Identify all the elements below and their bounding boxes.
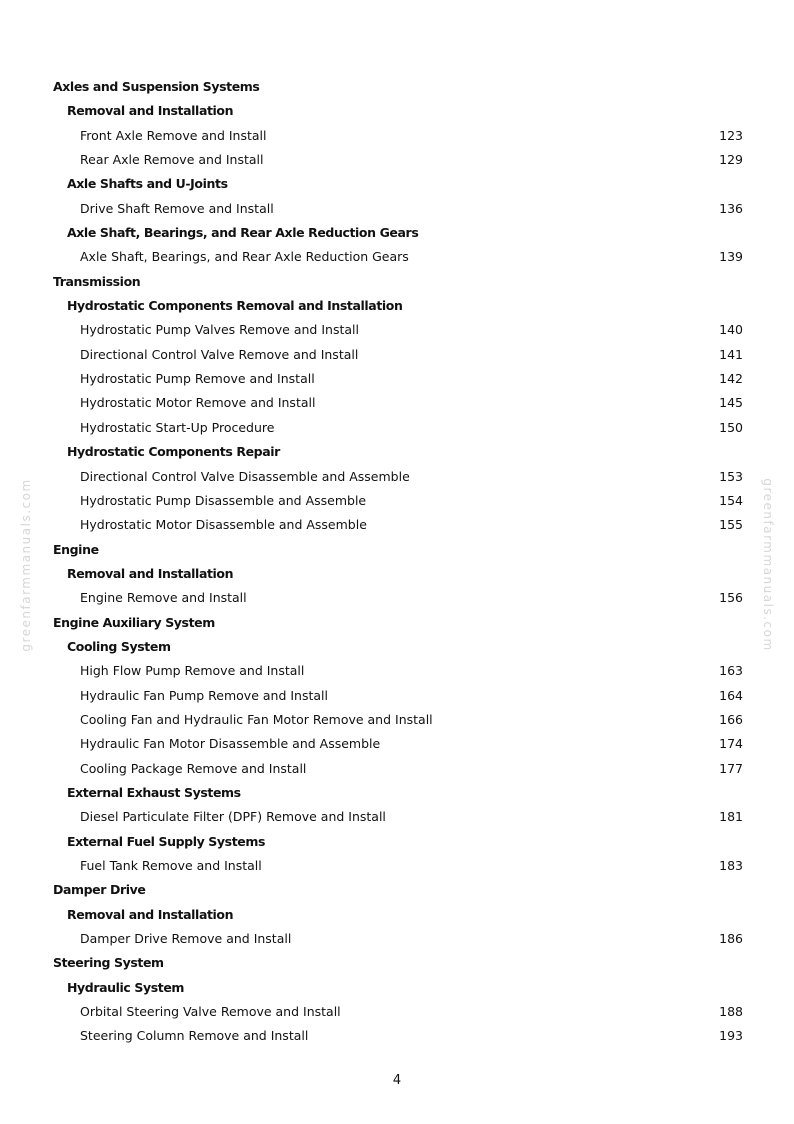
toc-entry[interactable] [53, 659, 743, 683]
toc-subsection-heading [53, 635, 743, 659]
toc-entry-title: Cooling Package Remove and Install [80, 760, 307, 776]
toc-entry[interactable] [53, 489, 743, 513]
toc-section-heading [53, 951, 743, 975]
table-of-contents [53, 75, 743, 1049]
toc-entry-title: Hydrostatic Pump Remove and Install [80, 371, 315, 387]
toc-entry-title: Removal and Installation [67, 906, 234, 922]
toc-page-number: 186 [719, 931, 743, 947]
toc-page-number: 123 [719, 127, 743, 143]
toc-entry-title: External Exhaust Systems [67, 784, 241, 800]
watermark-right: greenfarmmanuals.com [761, 478, 775, 652]
toc-entry-title: Rear Axle Remove and Install [80, 152, 264, 168]
toc-page-number: 163 [719, 663, 743, 679]
toc-entry[interactable] [53, 513, 743, 537]
toc-entry-title: Axle Shaft, Bearings, and Rear Axle Reduction Gears [80, 249, 409, 265]
toc-subsection-heading [53, 562, 743, 586]
toc-section-heading [53, 878, 743, 902]
toc-entry[interactable] [53, 805, 743, 829]
toc-entry-title: Engine Remove and Install [80, 590, 247, 606]
toc-entry[interactable] [53, 1000, 743, 1024]
toc-entry-title: Hydraulic Fan Pump Remove and Install [80, 687, 328, 703]
toc-entry-title: High Flow Pump Remove and Install [80, 663, 305, 679]
toc-entry-title: Hydrostatic Start-Up Procedure [80, 419, 275, 435]
toc-entry-title: Diesel Particulate Filter (DPF) Remove and Install [80, 809, 386, 825]
toc-entry-title: Directional Control Valve Remove and Install [80, 346, 359, 362]
toc-entry-title: Hydraulic Fan Motor Disassemble and Assemble [80, 736, 381, 752]
toc-page-number: 156 [719, 590, 743, 606]
toc-subsection-heading [53, 221, 743, 245]
toc-subsection-heading [53, 781, 743, 805]
toc-subsection-heading [53, 903, 743, 927]
toc-entry-title: Front Axle Remove and Install [80, 127, 267, 143]
toc-entry-title: Axle Shafts and U-Joints [67, 176, 228, 192]
toc-subsection-heading [53, 294, 743, 318]
toc-subsection-heading [53, 440, 743, 464]
toc-entry[interactable] [53, 1024, 743, 1048]
toc-page-number: 154 [719, 492, 743, 508]
toc-page-number: 181 [719, 809, 743, 825]
toc-entry[interactable] [53, 854, 743, 878]
toc-page-number: 136 [719, 200, 743, 216]
toc-page-number: 188 [719, 1004, 743, 1020]
toc-entry-title: Hydrostatic Motor Remove and Install [80, 395, 316, 411]
toc-entry[interactable] [53, 684, 743, 708]
toc-entry-title: Axle Shaft, Bearings, and Rear Axle Reduction Gears [67, 225, 419, 241]
toc-page-number: 140 [719, 322, 743, 338]
toc-page-number: 153 [719, 468, 743, 484]
toc-entry-title: Hydrostatic Motor Disassemble and Assemble [80, 517, 367, 533]
toc-entry-title: Hydrostatic Components Repair [67, 444, 280, 460]
toc-section-heading [53, 75, 743, 99]
toc-entry[interactable] [53, 732, 743, 756]
toc-entry-title: Directional Control Valve Disassemble and Assemble [80, 468, 410, 484]
toc-entry-title: Fuel Tank Remove and Install [80, 858, 262, 873]
toc-subsection-heading [53, 99, 743, 123]
toc-page-number: 155 [719, 517, 743, 533]
toc-section-heading [53, 538, 743, 562]
toc-entry[interactable] [53, 197, 743, 221]
toc-entry[interactable] [53, 465, 743, 489]
toc-page-number: 166 [719, 711, 743, 727]
toc-page-number: 150 [719, 419, 743, 435]
page-number: 4 [392, 1073, 402, 1088]
toc-entry[interactable] [53, 391, 743, 415]
toc-entry[interactable] [53, 757, 743, 781]
toc-entry-title: Hydrostatic Pump Disassemble and Assemble [80, 492, 367, 508]
toc-entry[interactable] [53, 367, 743, 391]
toc-entry-title: Transmission [53, 273, 141, 289]
toc-subsection-heading [53, 976, 743, 1000]
toc-entry[interactable] [53, 343, 743, 367]
toc-entry-title: Removal and Installation [67, 565, 234, 581]
toc-page-number: 139 [719, 249, 743, 265]
toc-entry[interactable] [53, 245, 743, 269]
toc-entry-title: Engine [53, 541, 99, 557]
toc-subsection-heading [53, 830, 743, 854]
toc-entry-title: Cooling Fan and Hydraulic Fan Motor Remove and Install [80, 711, 433, 727]
watermark-left: greenfarmmanuals.com [19, 478, 33, 652]
toc-entry-title: Removal and Installation [67, 103, 234, 119]
toc-entry-title: Orbital Steering Valve Remove and Install [80, 1004, 341, 1020]
toc-entry-title: Steering System [53, 955, 164, 971]
toc-entry[interactable] [53, 708, 743, 732]
toc-entry-title: Drive Shaft Remove and Install [80, 200, 274, 216]
toc-entry[interactable] [53, 124, 743, 148]
toc-page-number: 174 [719, 736, 743, 752]
toc-page-number: 164 [719, 687, 743, 703]
toc-page-number: 183 [719, 858, 743, 873]
toc-entry-title: Engine Auxiliary System [53, 614, 215, 630]
toc-entry-title: Hydrostatic Pump Valves Remove and Install [80, 322, 359, 338]
toc-entry-title: Cooling System [67, 638, 171, 654]
toc-entry[interactable] [53, 927, 743, 951]
toc-subsection-heading [53, 172, 743, 196]
toc-page-number: 141 [719, 346, 743, 362]
toc-page-number: 193 [719, 1028, 743, 1044]
toc-entry-title: Axles and Suspension Systems [53, 79, 260, 94]
toc-page-number: 142 [719, 371, 743, 387]
toc-entry[interactable] [53, 586, 743, 610]
toc-entry[interactable] [53, 416, 743, 440]
toc-page-number: 129 [719, 152, 743, 168]
toc-section-heading [53, 270, 743, 294]
toc-entry[interactable] [53, 148, 743, 172]
toc-section-heading [53, 611, 743, 635]
toc-entry-title: Hydraulic System [67, 979, 185, 995]
toc-entry-title: External Fuel Supply Systems [67, 833, 266, 849]
toc-page-number: 145 [719, 395, 743, 411]
toc-entry-title: Steering Column Remove and Install [80, 1028, 309, 1044]
toc-entry-title: Damper Drive [53, 882, 146, 898]
toc-page-number: 177 [719, 760, 743, 776]
toc-entry-title: Damper Drive Remove and Install [80, 931, 292, 947]
toc-entry[interactable] [53, 318, 743, 342]
toc-entry-title: Hydrostatic Components Removal and Installation [67, 298, 403, 314]
